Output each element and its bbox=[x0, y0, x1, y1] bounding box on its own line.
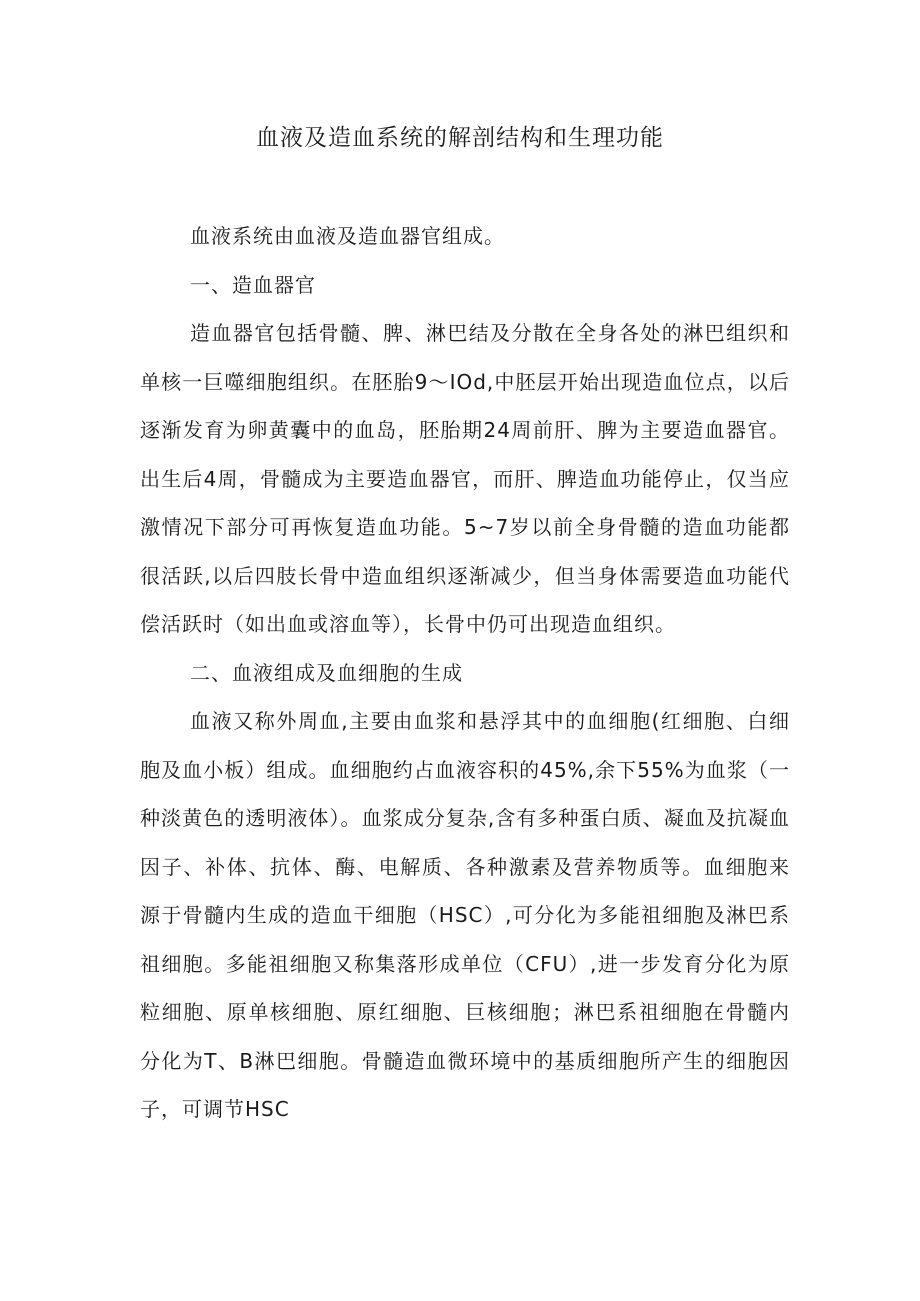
document-title: 血液及造血系统的解剖结构和生理功能 bbox=[256, 125, 664, 151]
section-heading-blood-composition: 二、血液组成及血细胞的生成 bbox=[190, 660, 463, 685]
document-body bbox=[140, 212, 790, 1134]
paragraph-intro: 血液系统由血液及造血器官组成。 bbox=[190, 224, 505, 248]
paragraph-blood-composition: 血液又称外周血,主要由血浆和悬浮其中的血细胞(红细胞、白细胞及血小板）组成。血细胞约占血液容积的45%,余下55%为血浆（一种淡黄色的透明液体）。血浆成分复杂,含有多种蛋白质、凝血及抗凝血因子、补体、抗体、酶、电解质、各种激素及营养物质等。血细胞来源于骨髓内生成的造血干细胞（HSC）,可分化为多能祖细胞及淋巴系祖细胞。多能祖细胞又称集落形成单位（CFU）,进一步发育分化为原粒细胞、原单核细胞、原红细胞、巨核细胞；淋巴系祖细胞在骨髓内分化为T、B淋巴细胞。骨髓造血微环境中的基质细胞所产生的细胞因子，可调节HSC bbox=[140, 709, 790, 1121]
paragraph-hematopoietic-organs: 造血器官包括骨髓、脾、淋巴结及分散在全身各处的淋巴组织和单核一巨噬细胞组织。在胚胎9〜IOd,中胚层开始出现造血位点，以后逐渐发育为卵黄囊中的血岛，胚胎期24周前肝、脾为主要造血器官。出生后4周，骨髓成为主要造血器官，而肝、脾造血功能停止，仅当应激情况下部分可再恢复造血功能。5~7岁以前全身骨髓的造血功能都很活跃,以后四肢长骨中造血组织逐渐减少，但当身体需要造血功能代偿活跃时（如出血或溶血等），长骨中仍可出现造血组织。 bbox=[140, 321, 790, 636]
section-heading-hematopoietic-organs: 一、造血器官 bbox=[190, 272, 316, 297]
